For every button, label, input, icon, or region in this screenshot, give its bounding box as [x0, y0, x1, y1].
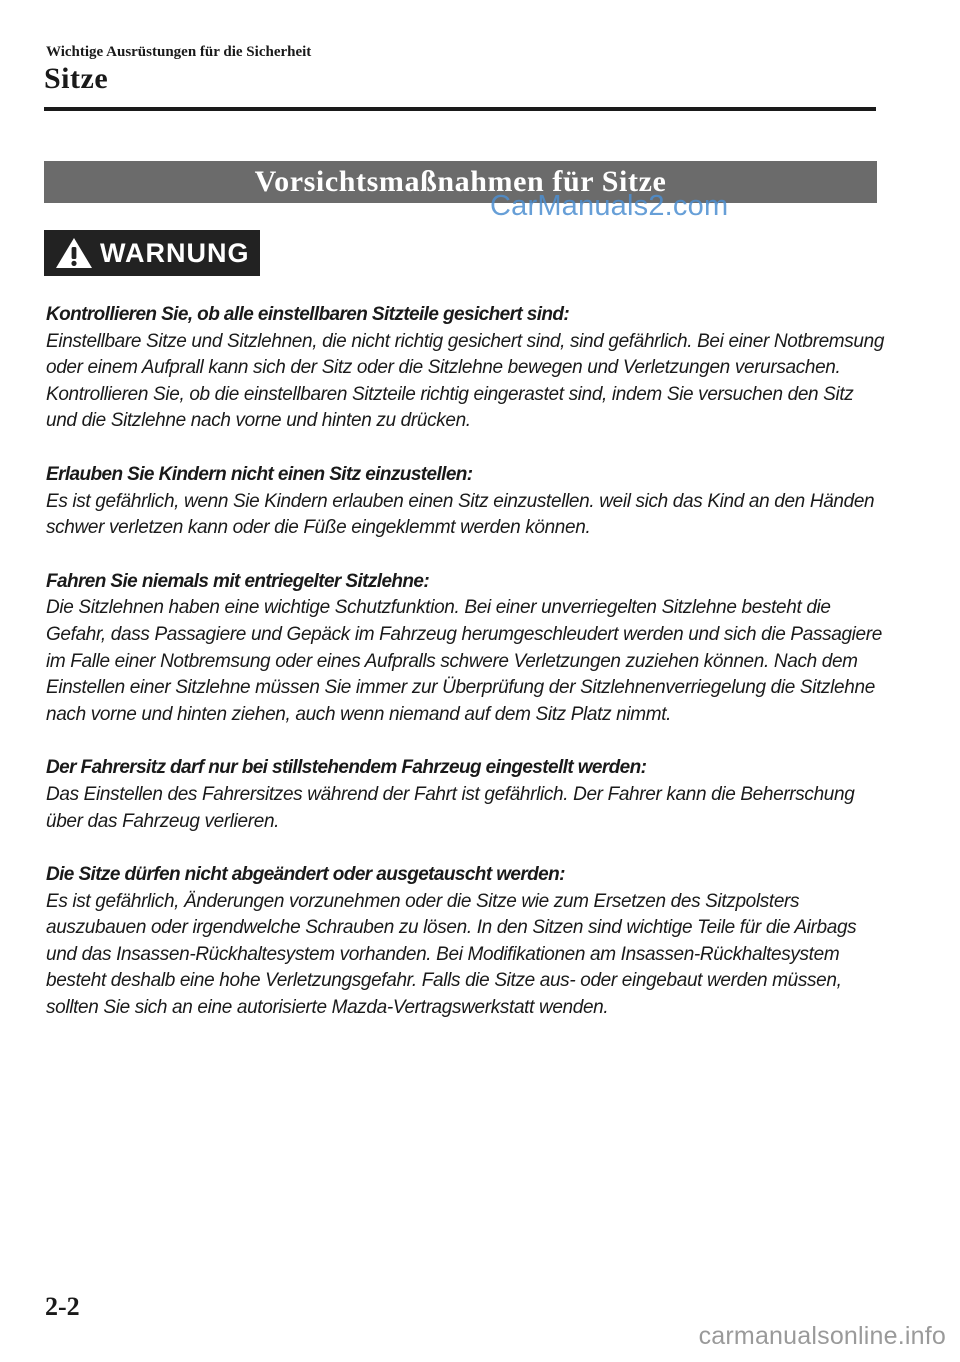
page-title: Sitze — [44, 62, 109, 95]
warning-item-body: Die Sitzlehnen haben eine wichtige Schutzfunktion. Bei einer unverriegelten Sitzlehne besteht die Gefahr, dass Passagiere und Gepäck im Fahrzeug herumgeschleudert werden und sich die Passagiere im Falle einer Notbremsung oder eines Aufpralls schwere Verletzungen zuziehen können. Nach dem Einstellen einer Sitzlehne müssen Sie immer zur Überprüfung der Sitzlehnenverriegelung die Sitzlehne nach vorne und hinten ziehen, auch wenn niemand auf dem Sitz Platz nimmt. — [46, 597, 882, 725]
warning-item — [46, 862, 886, 1022]
warning-item — [46, 302, 886, 435]
warning-item-body: Einstellbare Sitze und Sitzlehnen, die nicht richtig gesichert sind, sind gefährlich. Bei einer Notbremsung oder einem Aufprall kann sich der Sitz oder die Sitzlehne bewegen und Verletzungen verursachen. Kontrollieren Sie, ob die einstellbaren Sitzteile richtig eingerastet sind, indem Sie versuchen den Sitz und die Sitzlehne nach vorne und hinten zu drücken. — [46, 330, 885, 432]
section-title: Vorsichtsmaßnahmen für Sitze — [254, 165, 667, 198]
warning-item-body: Das Einstellen des Fahrersitzes während der Fahrt ist gefährlich. Der Fahrer kann die Beherrschung über das Fahrzeug verlieren. — [46, 783, 855, 832]
page-number: 2-2 — [45, 1292, 80, 1321]
warning-item-heading: Erlauben Sie Kindern nicht einen Sitz einzustellen: — [46, 463, 473, 485]
warning-item-heading: Die Sitze dürfen nicht abgeändert oder ausgetauscht werden: — [46, 864, 565, 886]
warning-item-body: Es ist gefährlich, wenn Sie Kindern erlauben einen Sitz einzustellen. weil sich das Kind an den Händen schwer verletzen kann oder die Füße eingeklemmt werden können. — [46, 490, 875, 539]
warning-label: WARNUNG — [100, 237, 250, 268]
warning-badge — [44, 230, 260, 276]
title-divider — [44, 107, 876, 111]
warning-item-body: Es ist gefährlich, Änderungen vorzunehmen oder die Sitze wie zum Ersetzen des Sitzpolsters auszubauen oder irgendwelche Schrauben zu lösen. In den Sitzen sind wichtige Teile für die Airbags und das Insassen-Rückhaltesystem vorhanden. Bei Modifikationen am Insassen-Rückhaltesystem besteht deshalb eine hohe Verletzungsgefahr. Falls die Sitze aus- oder eingebaut werden müssen, sollten Sie sich an eine autorisierte Mazda-Vertragswerkstatt wenden. — [46, 890, 857, 1019]
warning-triangle-icon — [54, 236, 94, 270]
warning-item-heading: Der Fahrersitz darf nur bei stillstehendem Fahrzeug eingestellt werden: — [46, 757, 647, 779]
warning-item-heading: Fahren Sie niemals mit entriegelter Sitzlehne: — [46, 570, 430, 592]
chapter-header: Wichtige Ausrüstungen für die Sicherheit — [46, 44, 312, 60]
section-banner — [44, 161, 877, 203]
watermark-carmanualsonline: carmanualsonline.info — [698, 1322, 946, 1350]
warning-content — [46, 302, 886, 1049]
warning-item-heading: Kontrollieren Sie, ob alle einstellbaren Sitzteile gesichert sind: — [46, 304, 570, 325]
warning-item — [46, 462, 886, 542]
warning-item — [46, 569, 886, 729]
watermark-carmanuals2: CarManuals2.com — [490, 190, 729, 222]
warning-item — [46, 755, 886, 835]
